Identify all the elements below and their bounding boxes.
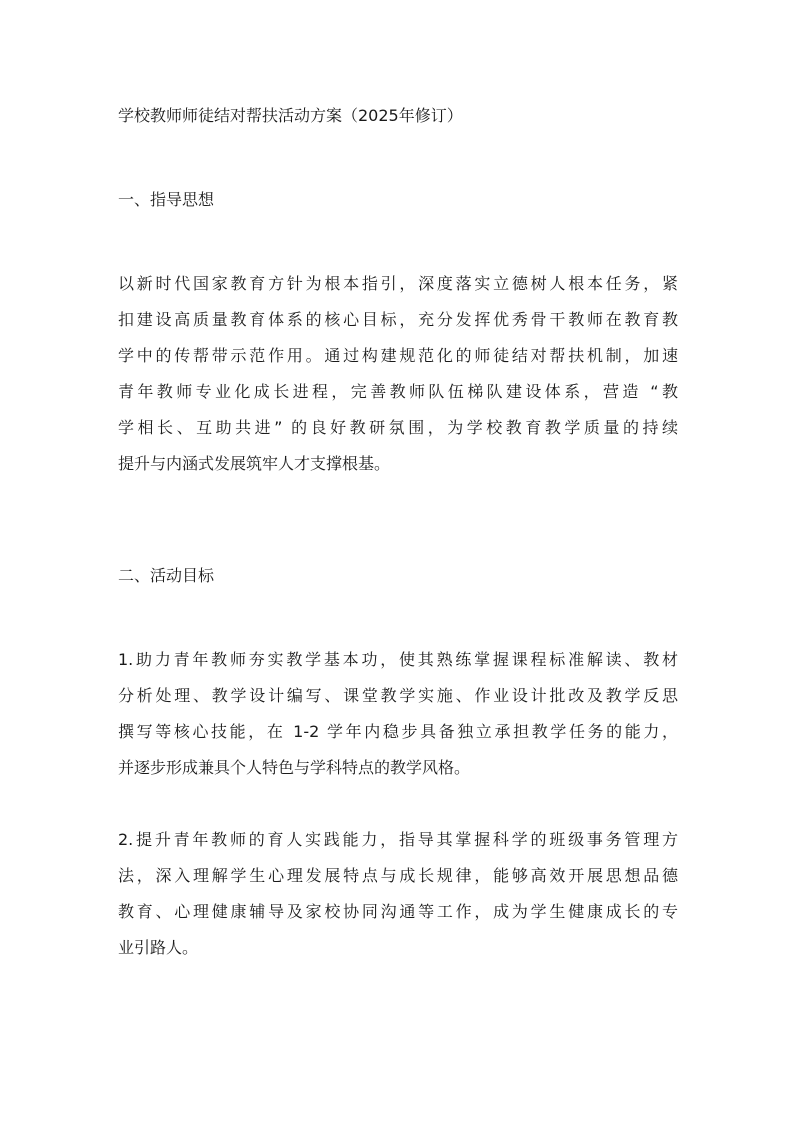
paragraph-line: 青年教师专业化成长进程，完善教师队伍梯队建设体系，营造 “教 <box>118 382 678 401</box>
section-heading-guiding-ideology: 一、指导思想 <box>118 190 215 209</box>
paragraph-line: 撰写等核心技能，在 1-2 学年内稳步具备独立承担教学任务的能力， <box>118 722 678 741</box>
paragraph-line: 学中的传帮带示范作用。通过构建规范化的师徒结对帮扶机制，加速 <box>118 346 678 365</box>
paragraph-line: 分析处理、教学设计编写、课堂教学实施、作业设计批改及教学反思 <box>118 686 678 705</box>
paragraph-line: 学相长、互助共进” 的良好教研氛围，为学校教育教学质量的持续 <box>118 418 678 437</box>
paragraph-line: 提升与内涵式发展筑牢人才支撑根基。 <box>118 454 391 473</box>
paragraph-line: 教育、心理健康辅导及家校协同沟通等工作，成为学生健康成长的专 <box>118 902 678 921</box>
paragraph-line: 并逐步形成兼具个人特色与学科特点的教学风格。 <box>118 758 471 777</box>
paragraph-goal-2 <box>118 822 678 966</box>
paragraph-line: 法，深入理解学生心理发展特点与成长规律，能够高效开展思想品德 <box>118 866 678 885</box>
paragraph-line: 2.提升青年教师的育人实践能力，指导其掌握科学的班级事务管理方 <box>118 830 678 849</box>
paragraph-line: 扣建设高质量教育体系的核心目标，充分发挥优秀骨干教师在教育教 <box>118 310 678 329</box>
paragraph-guiding-ideology <box>118 266 678 482</box>
paragraph-goal-1 <box>118 642 678 786</box>
paragraph-line: 业引路人。 <box>118 938 199 957</box>
paragraph-line: 以新时代国家教育方针为根本指引，深度落实立德树人根本任务，紧 <box>118 274 678 293</box>
paragraph-line: 1.助力青年教师夯实教学基本功，使其熟练掌握课程标准解读、教材 <box>118 650 678 669</box>
section-heading-activity-goals: 二、活动目标 <box>118 566 215 585</box>
document-title: 学校教师师徒结对帮扶活动方案（2025年修订） <box>118 106 463 125</box>
